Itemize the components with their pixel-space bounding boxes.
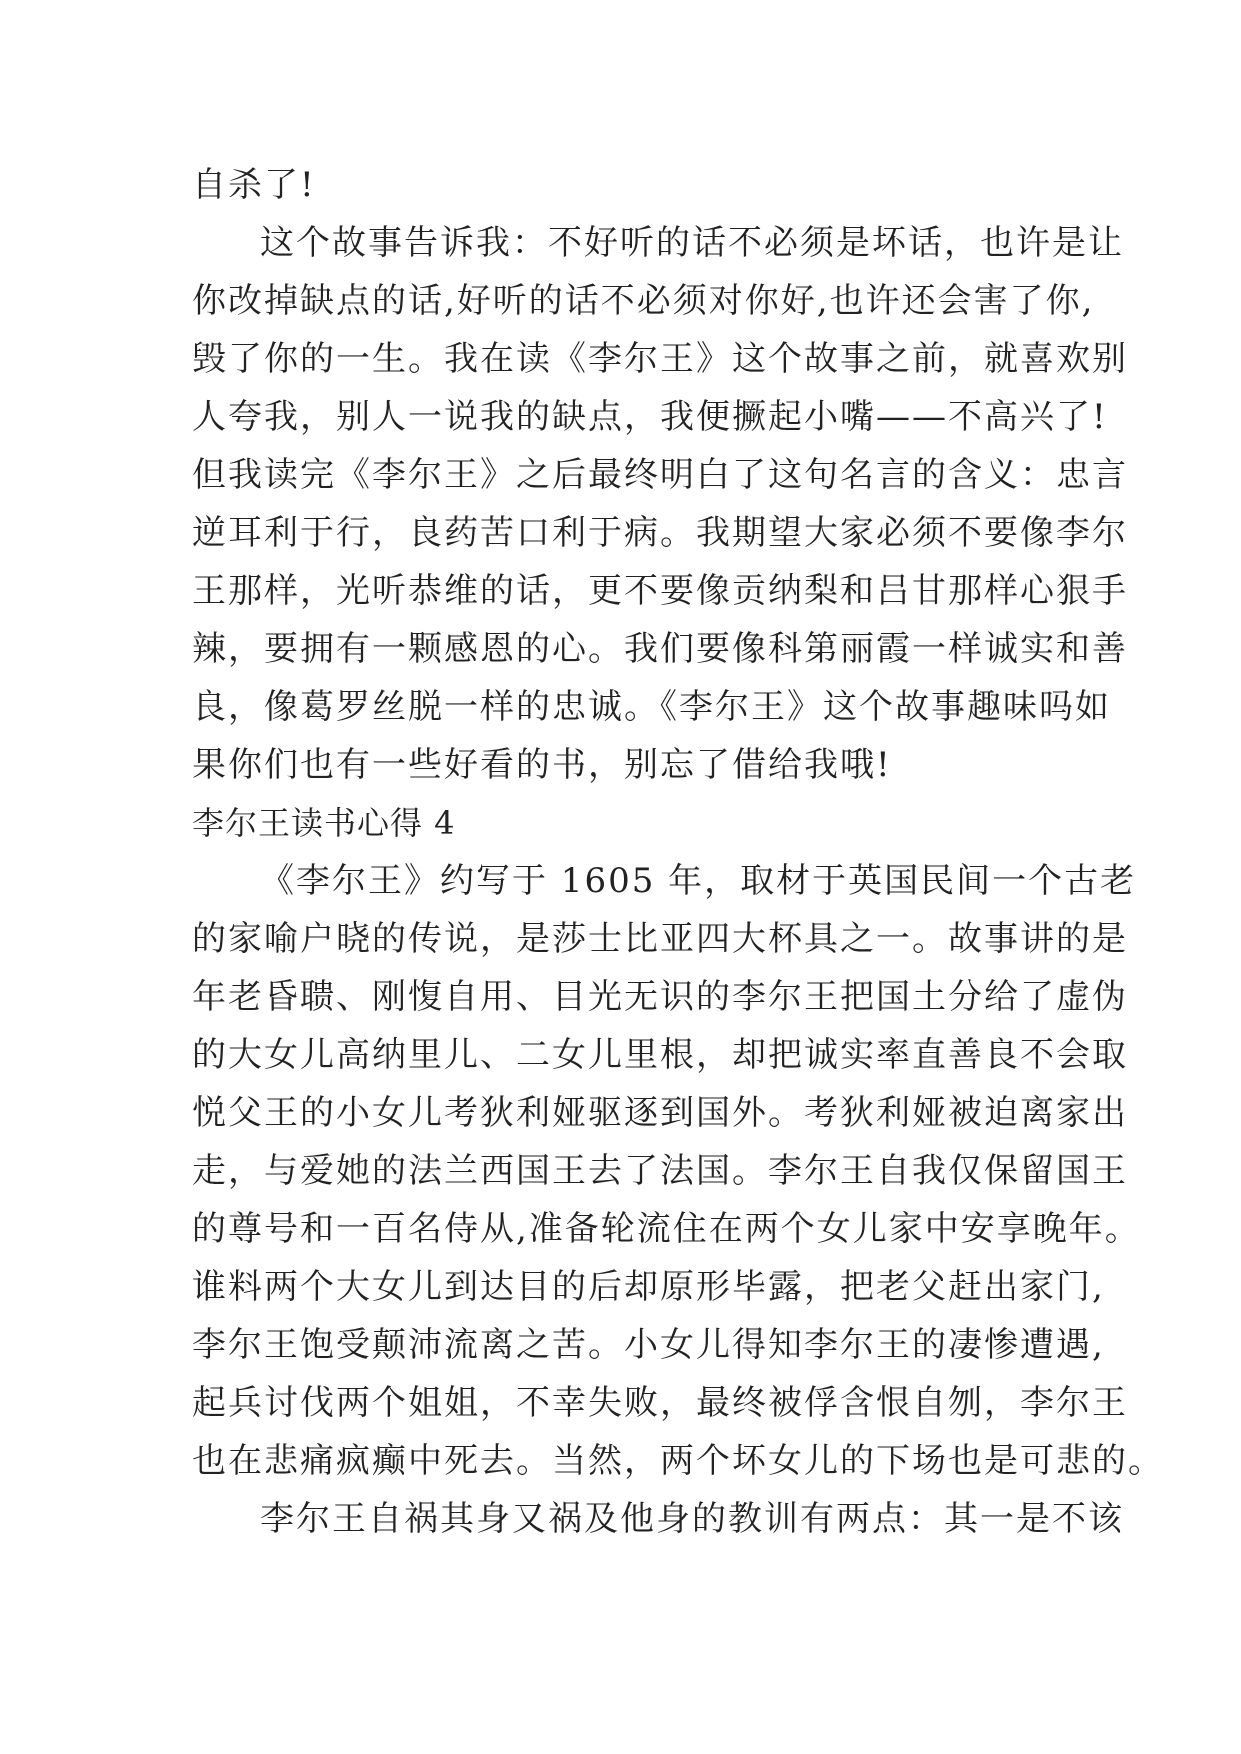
text-line: 自杀了!	[192, 165, 316, 205]
document-page	[192, 156, 1164, 1548]
text-line: 走，与爱她的法兰西国王去了法国。李尔王自我仅保留国王	[192, 1151, 1128, 1191]
text-line: 逆耳利于行，良药苦口利于病。我期望大家必须不要像李尔	[192, 513, 1128, 553]
text-line: 《李尔王》约写于 1605 年，取材于英国民间一个古老	[260, 861, 1137, 901]
text-line: 也在悲痛疯癫中死去。当然，两个坏女儿的下场也是可悲的。	[192, 1441, 1164, 1481]
text-line: 人夸我，别人一说我的缺点，我便撅起小嘴——不高兴了!	[192, 397, 1108, 437]
text-line: 起兵讨伐两个姐姐，不幸失败，最终被俘含恨自刎，李尔王	[192, 1383, 1128, 1423]
text-line: 但我读完《李尔王》之后最终明白了这句名言的含义：忠言	[192, 455, 1128, 495]
text-line: 果你们也有一些好看的书，别忘了借给我哦!	[192, 745, 892, 785]
text-line: 谁料两个大女儿到达目的后却原形毕露，把老父赶出家门,	[192, 1267, 1105, 1307]
text-line: 王那样，光听恭维的话，更不要像贡纳梨和吕甘那样心狠手	[192, 571, 1128, 611]
text-line: 的家喻户晓的传说，是莎士比亚四大杯具之一。故事讲的是	[192, 919, 1128, 959]
text-line: 毁了你的一生。我在读《李尔王》这个故事之前，就喜欢别	[192, 339, 1128, 379]
text-line: 这个故事告诉我：不好听的话不必须是坏话，也许是让	[260, 223, 1124, 263]
text-line: 的尊号和一百名侍从,准备轮流住在两个女儿家中安享晚年。	[192, 1209, 1141, 1249]
text-line: 年老昏聩、刚愎自用、目光无识的李尔王把国土分给了虚伪	[192, 977, 1128, 1017]
text-line: 李尔王自祸其身又祸及他身的教训有两点：其一是不该	[260, 1499, 1124, 1539]
text-line: 的大女儿高纳里儿、二女儿里根，却把诚实率直善良不会取	[192, 1035, 1128, 1075]
section-heading: 李尔王读书心得 4	[192, 804, 456, 842]
text-line: 悦父王的小女儿考狄利娅驱逐到国外。考狄利娅被迫离家出	[192, 1093, 1128, 1133]
text-line: 李尔王饱受颠沛流离之苦。小女儿得知李尔王的凄惨遭遇,	[192, 1325, 1105, 1365]
text-line: 你改掉缺点的话,好听的话不必须对你好,也许还会害了你,	[192, 281, 1095, 321]
text-line: 良，像葛罗丝脱一样的忠诚。《李尔王》这个故事趣味吗如	[192, 687, 1111, 727]
text-line: 辣，要拥有一颗感恩的心。我们要像科第丽霞一样诚实和善	[192, 629, 1128, 669]
